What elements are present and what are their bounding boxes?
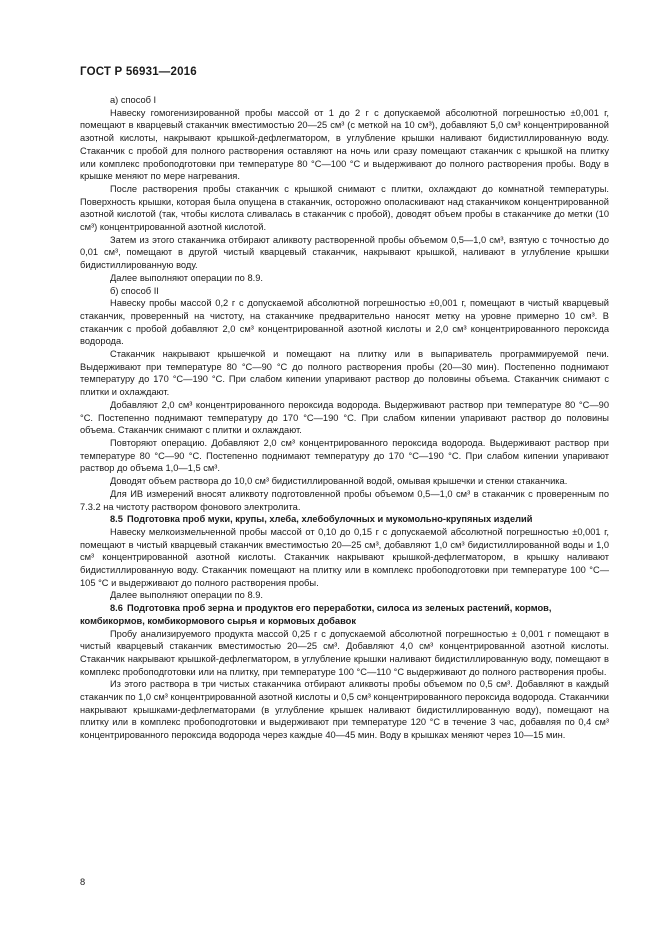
section-heading-8-6 [80, 602, 609, 627]
paragraph: Далее выполняют операции по 8.9. [110, 272, 263, 283]
method-1-label: а) способ I [110, 95, 157, 105]
section-title: Подготовка проб муки, крупы, хлеба, хлебобулочных и мукомольно-крупяных изделий [126, 514, 533, 525]
paragraph: Затем из этого стаканчика отбирают аликвоту растворенной пробы объемом 0,5—1,0 см³, взятую с точностью до 0,01 см³, помещают в другой чистый кварцевый стаканчик, накрывают крышкой, наливают в углубление крышки бидистиллированную воду. [80, 234, 609, 271]
paragraph: Пробу анализируемого продукта массой 0,25 г с допускаемой абсолютной погрешностью ± 0,001 г помещают в чистый кварцевый стаканчик вместимостью 20—25 см³. Добавляют 4,0 см³ концентрированной азотной кислоты. Стаканчик накрывают крышкой-дефлегматором, в углубление крышки наливают бидистиллированную воду, помещают в комплекс пробоподготовки или на плитку, при температуре 100 °С—110 °С выдерживают до полного растворения пробы. [80, 628, 609, 677]
section-number: 8.6 [110, 603, 123, 614]
page-number: 8 [80, 877, 86, 887]
document-header: ГОСТ Р 56931—2016 [80, 66, 197, 78]
paragraph: Навеску мелкоизмельченной пробы массой от 0,10 до 0,15 г с допускаемой абсолютной погрешностью ±0,001 г, помещают в чистый кварцевый стаканчик вместимостью 20—25 см³, добавляют 1,0 см³ бидистиллированной воды и 1,0 см³ концентрированной азотной кислоты. Стаканчик накрывают крышкой-дефлегматором, в крышку наливают бидистиллированную воду. Стаканчик помещают на плитку или в комплекс пробоподготовки при температуре 100 °С—105 °С и выдерживают до полного растворения пробы. [80, 526, 609, 588]
paragraph: Из этого раствора в три чистых стаканчика отбирают аликвоты пробы объемом по 0,5 см³. Добавляют в каждый стаканчик по 1,0 см³ концентрированной азотной кислоты и 0,5 см³ концентрированного пероксида водорода. Стаканчики накрывают крышками-дефлегматорами (в углубление крышек наливают бидистиллированную воду), помещают на плитку или в комплекс пробоподготовки и выдерживают при температуре 120 °С в течение 3 час, добавляя по 0,4 см³ концентрированного пероксида водорода через каждые 40—45 мин. Воду в крышках меняют через 10—15 мин. [80, 679, 609, 741]
section-title: Подготовка проб зерна и продуктов его переработки, силоса из зеленых растений, кормов, комбикормов, комбикормового сырья и кормовых добавок [80, 603, 552, 626]
paragraph: Навеску пробы массой 0,2 г с допускаемой абсолютной погрешностью ±0,001 г, помещают в чистый кварцевый стаканчик, проверенный на чистоту, на стаканчике предварительно наносят метку на уровне примерно 10 см³. В стаканчик с пробой добавляют 2,0 см³ концентрированной азотной кислоты и 2,0 см³ концентрированного пероксида водорода. [80, 298, 609, 347]
document-body [80, 94, 609, 742]
paragraph: Стаканчик накрывают крышечкой и помещают на плитку или в выпариватель программируемой печи. Выдерживают при температуре 80 °С—90 °С до полного растворения пробы (20—30 мин). Постепенно поднимают температуру до 170 °С—190 °С. При слабом кипении упаривают раствор до половины объема. Стаканчик снимают с плитки и охлаждают. [80, 349, 609, 398]
method-2-label: б) способ II [110, 285, 159, 296]
paragraph: После растворения пробы стаканчик с крышкой снимают с плитки, охлаждают до комнатной температуры. Поверхность крышки, которая была опущена в стаканчик, осторожно ополаскивают над стаканчиком концентрированной азотной кислотой (так, чтобы кислота сливалась в стаканчик с пробой), доводят объем пробы в стаканчике до метки (10 см³) концентрированной азотной кислотой. [80, 183, 609, 233]
section-number: 8.5 [110, 514, 123, 525]
paragraph: Повторяют операцию. Добавляют 2,0 см³ концентрированного пероксида водорода. Выдерживают раствор при температуре 80 °С—90 °С. Постепенно поднимают температуру до 170 °С—190 °С. При слабом кипении упаривают раствор до объема 1,0—1,5 см³. [80, 437, 609, 474]
paragraph: Далее выполняют операции по 8.9. [110, 590, 263, 601]
paragraph: Добавляют 2,0 см³ концентрированного пероксида водорода. Выдерживают раствор при температуре 80 °С—90 °С. Постепенно поднимают температуру до 170 °С—190 °С. При слабом кипении упаривают раствор до половины объема. Стаканчик снимают с плитки и охлаждают. [80, 399, 609, 436]
paragraph: Навеску гомогенизированной пробы массой от 1 до 2 г с допускаемой абсолютной погрешностью ±0,001 г, помещают в кварцевый стаканчик вместимостью 20—25 см³ (с меткой на 10 см³), добавляют 5,0 см³ концентрированной азотной кислоты, накрывают крышкой-дефлегматором, в углубление крышки наливают бидистиллированную воду. Стаканчик с пробой для полного растворения оставляют на ночь или сразу помещают стаканчик с крышкой на плитку или комплекс пробоподготовки при температуре 80 °С—100 °С и выдерживают до полного растворения пробы. Воду в крышке меняют по мере нагревания. [80, 107, 609, 182]
paragraph: Доводят объем раствора до 10,0 см³ бидистиллированной водой, омывая крышечки и стенки стаканчика. [110, 476, 568, 487]
paragraph: Для ИВ измерений вносят аликвоту подготовленной пробы объемом 0,5—1,0 см³ в стаканчик с проверенным по 7.3.2 на чистоту раствором фонового электролита. [80, 488, 609, 512]
section-heading-8-5 [80, 513, 609, 526]
